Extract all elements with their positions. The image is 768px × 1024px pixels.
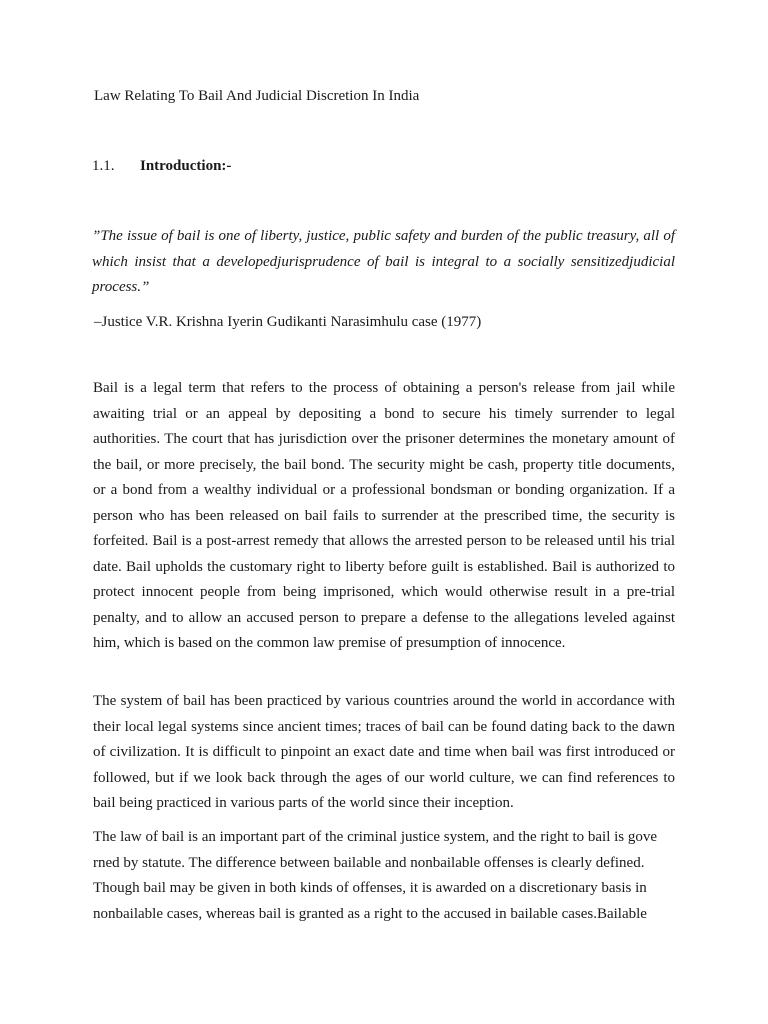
document-title: Law Relating To Bail And Judicial Discretion In India	[94, 88, 420, 104]
section-title: Introduction:-	[140, 158, 232, 174]
body-paragraph	[93, 825, 675, 927]
paragraph-line: rned by statute. The difference between bailable and nonbailable offenses is clearly defined.	[93, 854, 645, 871]
section-number: 1.1.	[92, 158, 115, 174]
body-paragraph: Bail is a legal term that refers to the process of obtaining a person's release from jail while awaiting trial or an appeal by depositing a bond to secure his timely surrender to legal authorities. The court that has jurisdiction over the prisoner determines the monetary amount of the bail, or more precisely, the bail bond. The security might be cash, property title documents, or a bond from a wealthy individual or a professional bondsman or bonding organization. If a person who has been released on bail fails to surrender at the prescribed time, the security is forfeited. Bail is a post-arrest remedy that allows the arrested person to be released until his trial date. Bail upholds the customary right to liberty before guilt is established. Bail is authorized to protect innocent people from being imprisoned, which would otherwise result in a pre-trial penalty, and to allow an accused person to prepare a defense to the allegations leveled against him, which is based on the common law premise of presumption of innocence.	[93, 380, 675, 651]
section-heading	[92, 156, 231, 176]
quote-attribution: –Justice V.R. Krishna Iyerin Gudikanti Narasimhulu case (1977)	[94, 314, 482, 330]
paragraph-line: nonbailable cases, whereas bail is granted as a right to the accused in bailable cases.Bailable	[93, 905, 647, 922]
body-paragraph: The system of bail has been practiced by various countries around the world in accordance with their local legal systems since ancient times; traces of bail can be found dating back to the dawn of civilization. It is difficult to pinpoint an exact date and time when bail was first introduced or followed, but if we look back through the ages of our world culture, we can find references to bail being practiced in various parts of the world since their inception.	[93, 693, 675, 811]
paragraph-line: Though bail may be given in both kinds of offenses, it is awarded on a discretionary basis in	[93, 880, 647, 896]
block-quote: ”The issue of bail is one of liberty, justice, public safety and burden of the public treasury, all of which insist that a developedjurisprudence of bail is integral to a socially sensitizedjudicial process.”	[92, 228, 675, 295]
paragraph-line: The law of bail is an important part of the criminal justice system, and the right to bail is gove	[93, 829, 658, 845]
